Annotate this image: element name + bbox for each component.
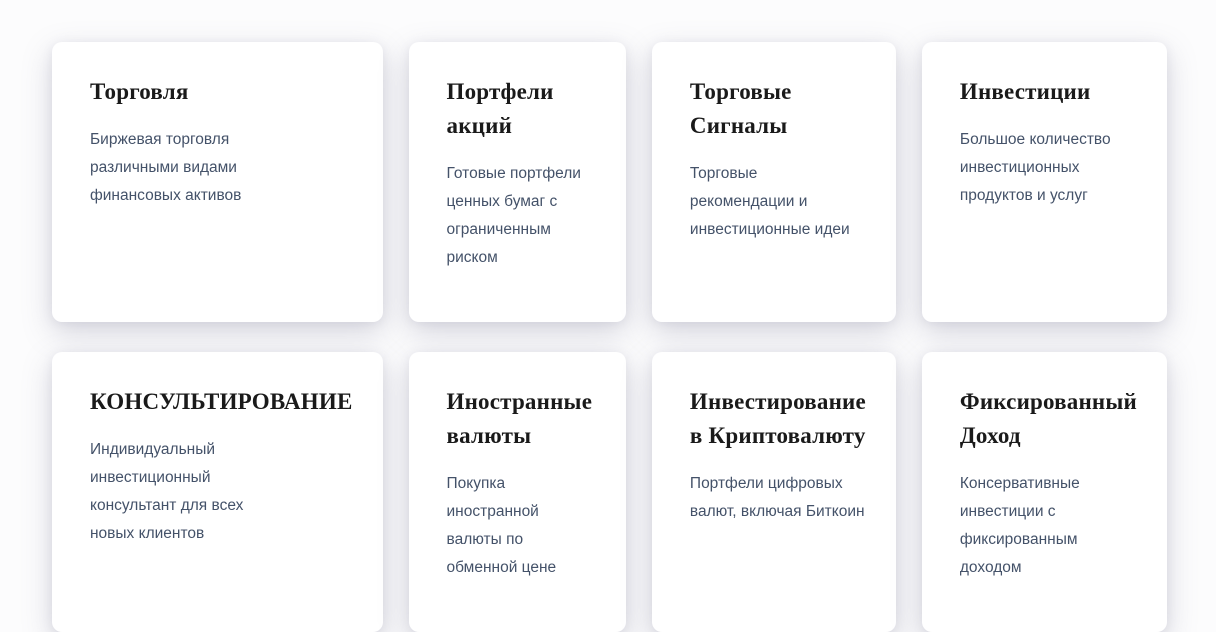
card-description: Большое количество инвестиционных продуктов и услуг — [959, 131, 1111, 204]
service-card-investments[interactable] — [922, 42, 1167, 322]
card-title: Торговые Сигналы — [689, 79, 792, 138]
service-card-consulting[interactable] — [52, 352, 383, 632]
services-grid — [52, 42, 1167, 632]
card-description: Индивидуальный инвестиционный консультант для всех новых клиентов — [90, 441, 244, 542]
service-card-foreign-currencies[interactable] — [409, 352, 626, 632]
service-card-stock-portfolios[interactable] — [409, 42, 626, 322]
card-title: Инвестирование в Криптовалюту — [689, 389, 866, 448]
service-card-trading[interactable] — [52, 42, 383, 322]
card-description: Консервативные инвестиции с фиксированным доходом — [959, 475, 1080, 576]
card-description: Покупка иностранной валюты по обменной цене — [446, 475, 557, 576]
card-title: Фиксированный Доход — [959, 389, 1137, 448]
card-description: Готовые портфели ценных бумаг с ограниченным риском — [446, 165, 581, 266]
card-description: Биржевая торговля различными видами финансовых активов — [90, 131, 242, 204]
card-title: КОНСУЛЬТИРОВАНИЕ — [90, 389, 353, 414]
card-title: Инвестиции — [959, 79, 1091, 104]
card-title: Торговля — [90, 79, 189, 104]
card-title: Иностранные валюты — [446, 389, 593, 448]
card-title: Портфели акций — [446, 79, 554, 138]
service-card-fixed-income[interactable] — [922, 352, 1167, 632]
card-description: Портфели цифровых валют, включая Биткоин — [689, 475, 865, 520]
service-card-crypto-investing[interactable] — [652, 352, 896, 632]
service-card-trading-signals[interactable] — [652, 42, 896, 322]
card-description: Торговые рекомендации и инвестиционные идеи — [689, 165, 850, 238]
